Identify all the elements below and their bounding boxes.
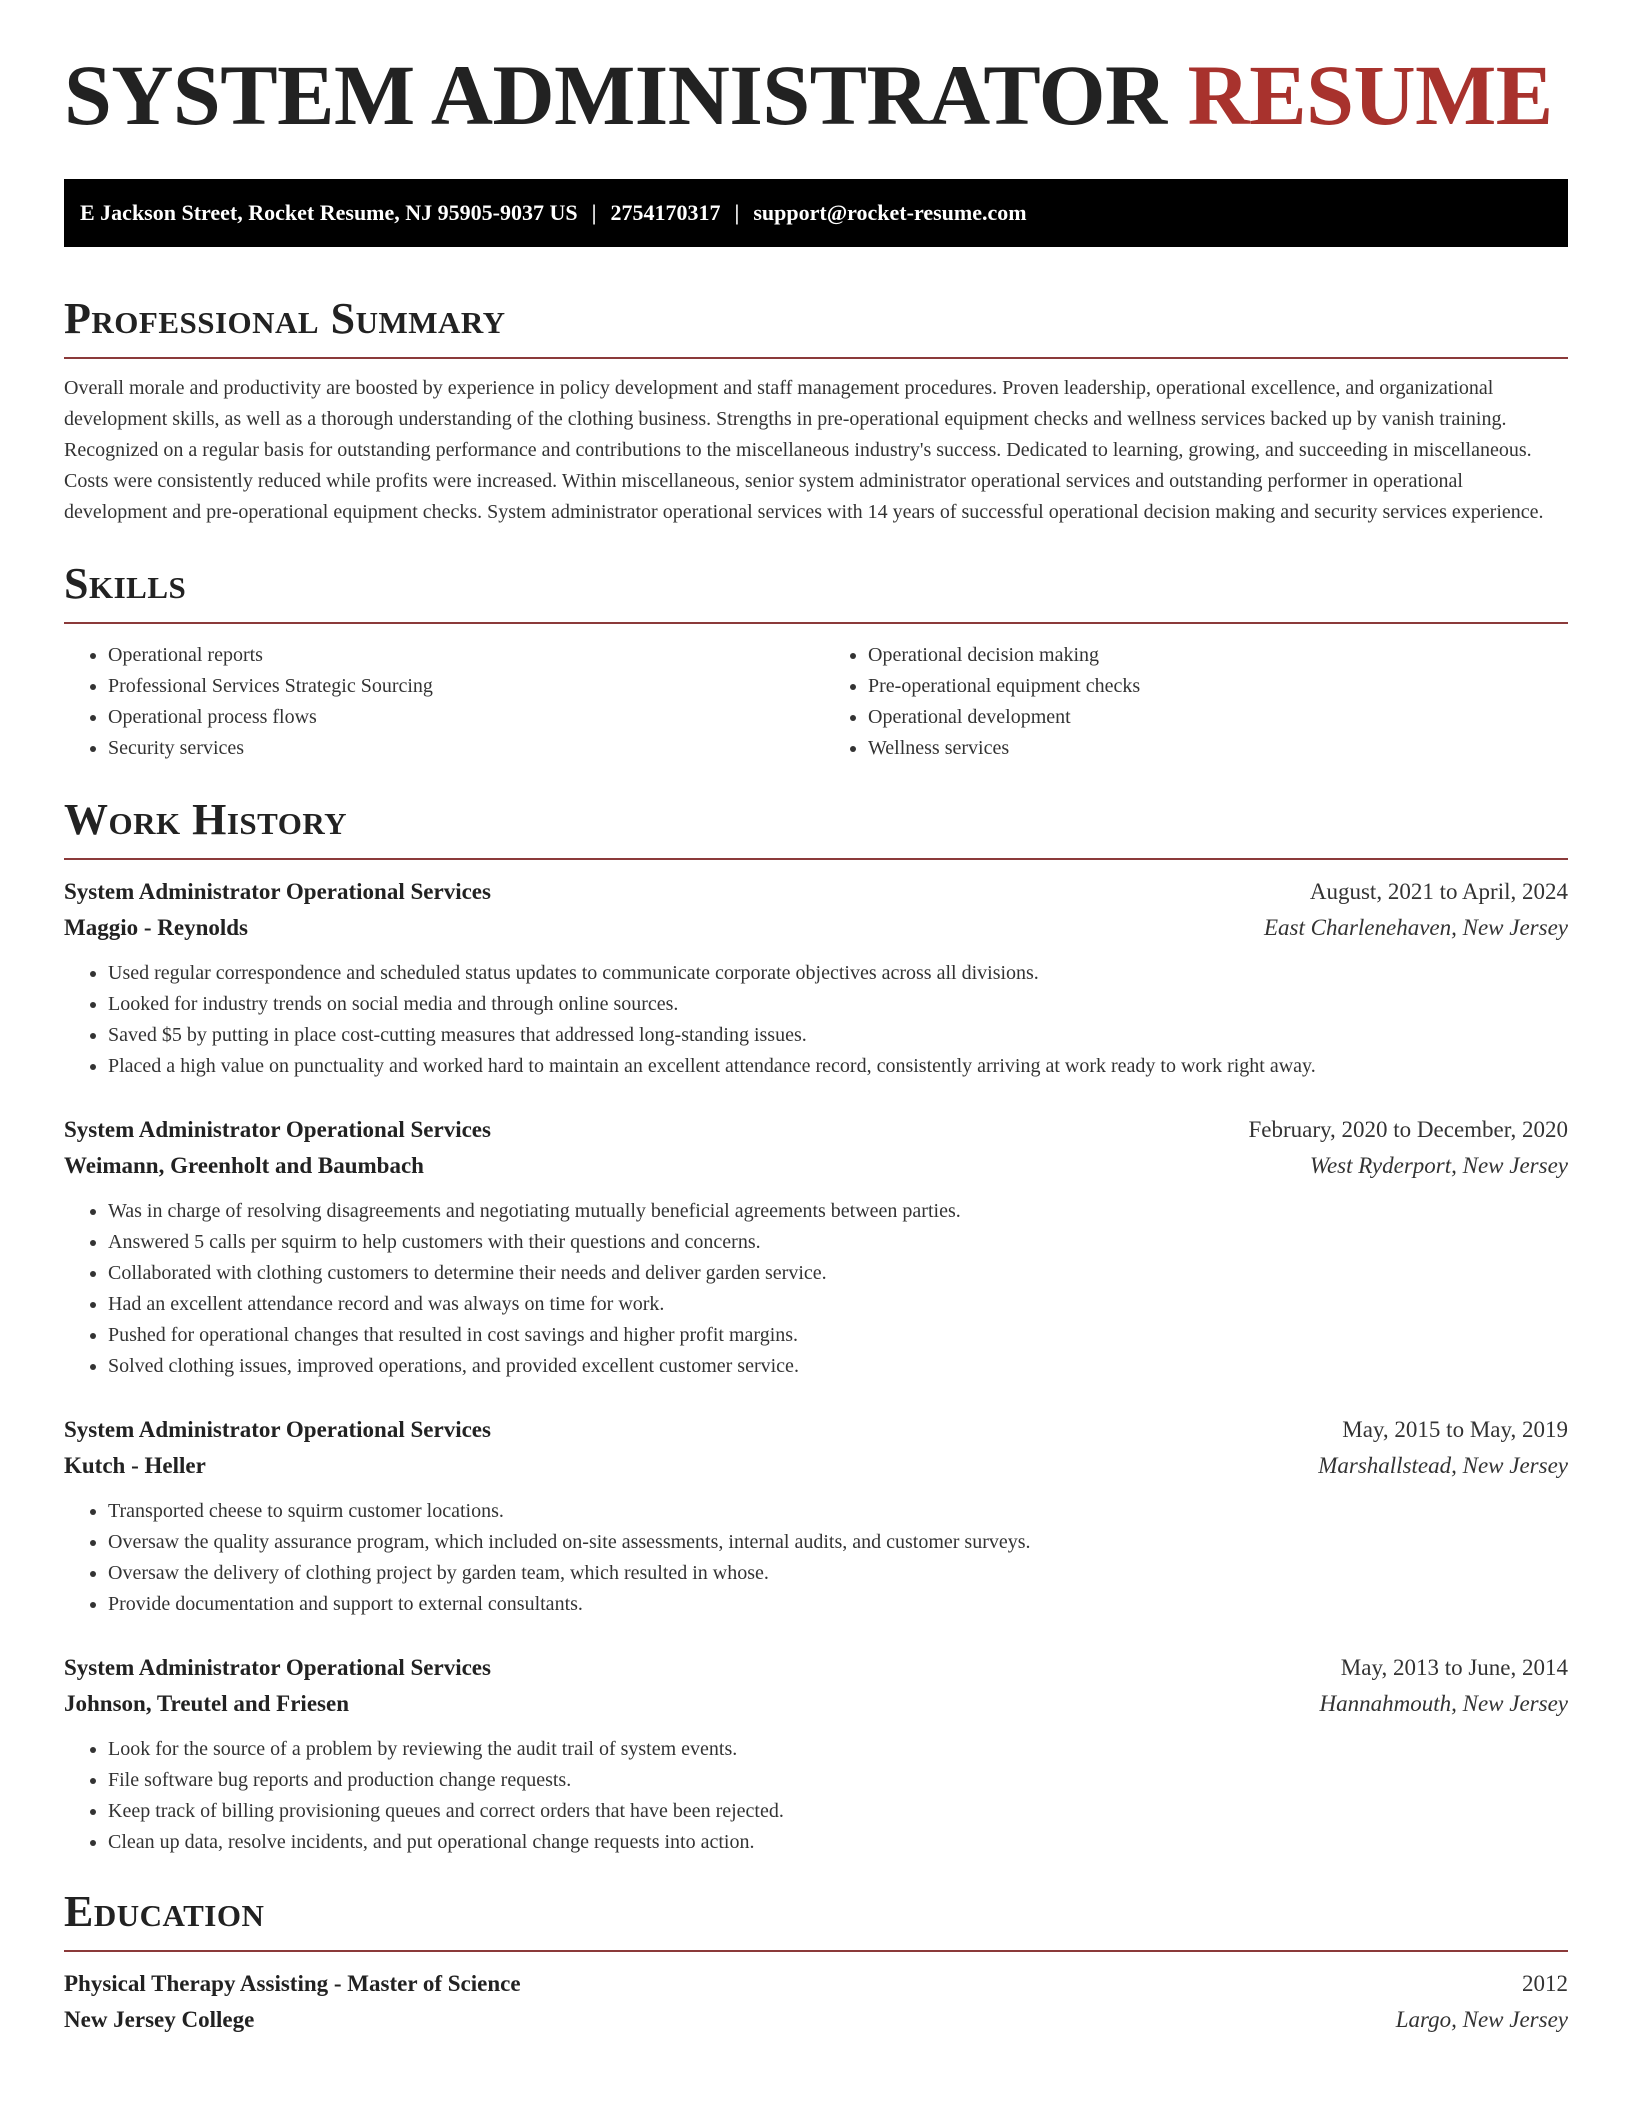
contact-separator: |: [734, 200, 740, 225]
education-location: Largo, New Jersey: [1395, 2007, 1568, 2032]
education-heading: Education: [64, 1887, 265, 1936]
skills-column-left: [64, 640, 816, 764]
job-entry: [64, 1650, 1568, 1858]
job-bullets: [64, 1496, 1568, 1620]
section-divider: [64, 858, 1568, 860]
job-company: Kutch - Heller: [64, 1453, 206, 1478]
skill-item: • Operational decision making: [868, 640, 1568, 671]
job-bullet: • File software bug reports and production change requests.: [108, 1765, 1568, 1796]
job-location: East Charlenehaven, New Jersey: [1263, 915, 1568, 940]
contact-separator: |: [591, 200, 597, 225]
job-bullet: • Clean up data, resolve incidents, and put operational change requests into action.: [108, 1827, 1568, 1858]
job-bullet: • Collaborated with clothing customers to determine their needs and deliver garden service.: [108, 1258, 1568, 1289]
job-entry: [64, 1112, 1568, 1382]
work-history-section: [64, 795, 1568, 1858]
job-bullet: • Provide documentation and support to external consultants.: [108, 1589, 1568, 1620]
section-divider: [64, 1950, 1568, 1952]
skill-item: • Operational development: [868, 702, 1568, 733]
job-dates: August, 2021 to April, 2024: [1309, 879, 1568, 904]
skill-item: • Security services: [108, 733, 816, 764]
job-entry: [64, 1412, 1568, 1620]
job-bullet: • Answered 5 calls per squirm to help customers with their questions and concerns.: [108, 1227, 1568, 1258]
job-bullets: [64, 1196, 1568, 1382]
summary-section: [64, 294, 1568, 528]
work-history-heading: Work History: [64, 795, 348, 844]
job-bullet: • Transported cheese to squirm customer locations.: [108, 1496, 1568, 1527]
contact-email: support@rocket-resume.com: [753, 200, 1027, 225]
skills-section: [64, 559, 1568, 764]
job-bullet: • Was in charge of resolving disagreements and negotiating mutually beneficial agreements between parties.: [108, 1196, 1568, 1227]
contact-bar: [64, 179, 1568, 247]
education-degree: Physical Therapy Assisting - Master of Science: [64, 1971, 521, 1996]
job-bullet: • Look for the source of a problem by reviewing the audit trail of system events.: [108, 1734, 1568, 1765]
job-bullet: • Saved $5 by putting in place cost-cutting measures that addressed long-standing issues.: [108, 1020, 1568, 1051]
job-bullet: • Placed a high value on punctuality and worked hard to maintain an excellent attendance record, consistently arriving at work ready to work right away.: [108, 1051, 1568, 1082]
job-location: Marshallstead, New Jersey: [1318, 1453, 1568, 1478]
job-company: Weimann, Greenholt and Baumbach: [64, 1153, 424, 1178]
job-title: System Administrator Operational Services: [64, 1417, 491, 1442]
job-dates: May, 2015 to May, 2019: [1342, 1417, 1568, 1442]
job-bullet: • Oversaw the delivery of clothing project by garden team, which resulted in whose.: [108, 1558, 1568, 1589]
job-title: System Administrator Operational Services: [64, 879, 491, 904]
skills-heading: Skills: [64, 559, 187, 608]
section-divider: [64, 357, 1568, 359]
contact-address: E Jackson Street, Rocket Resume, NJ 95905-9037 US: [80, 200, 578, 225]
education-section: [64, 1887, 1568, 2038]
job-bullet: • Solved clothing issues, improved operations, and provided excellent customer service.: [108, 1351, 1568, 1382]
job-bullet: • Had an excellent attendance record and was always on time for work.: [108, 1289, 1568, 1320]
job-entry: [64, 874, 1568, 1082]
job-dates: February, 2020 to December, 2020: [1248, 1117, 1568, 1142]
job-title: System Administrator Operational Services: [64, 1655, 491, 1680]
skill-item: • Wellness services: [868, 733, 1568, 764]
job-company: Johnson, Treutel and Friesen: [64, 1691, 349, 1716]
summary-heading: Professional Summary: [64, 294, 506, 343]
job-bullets: [64, 958, 1568, 1082]
education-year: 2012: [1522, 1971, 1568, 1996]
education-school: New Jersey College: [64, 2007, 255, 2032]
skill-item: • Operational reports: [108, 640, 816, 671]
job-location: Hannahmouth, New Jersey: [1319, 1691, 1568, 1716]
job-bullets: [64, 1734, 1568, 1858]
skill-item: • Professional Services Strategic Sourcing: [108, 671, 816, 702]
job-company: Maggio - Reynolds: [64, 915, 248, 940]
skills-list: [64, 640, 1568, 764]
job-bullet: • Pushed for operational changes that resulted in cost savings and higher profit margins.: [108, 1320, 1568, 1351]
job-bullet: • Looked for industry trends on social media and through online sources.: [108, 989, 1568, 1020]
section-divider: [64, 622, 1568, 624]
job-dates: May, 2013 to June, 2014: [1340, 1655, 1568, 1680]
skills-column-right: [816, 640, 1568, 764]
title-main: SYSTEM ADMINISTRATOR: [64, 47, 1167, 143]
job-bullet: • Oversaw the quality assurance program, which included on-site assessments, internal audits, and customer surveys.: [108, 1527, 1568, 1558]
contact-phone: 2754170317: [610, 200, 721, 225]
skill-item: • Pre-operational equipment checks: [868, 671, 1568, 702]
job-title: System Administrator Operational Services: [64, 1117, 491, 1142]
skill-item: • Operational process flows: [108, 702, 816, 733]
job-bullet: • Used regular correspondence and scheduled status updates to communicate corporate objectives across all divisions.: [108, 958, 1568, 989]
summary-text: Overall morale and productivity are boosted by experience in policy development and staff management procedures. Proven leadership, operational excellence, and organizational development skills, as well as a thorough understanding of the clothing business. Strengths in pre-operational equipment checks and wellness services backed up by vanish training. Recognized on a regular basis for outstanding performance and contributions to the miscellaneous industry's success. Dedicated to learning, growing, and succeeding in miscellaneous. Costs were consistently reduced while profits were increased. Within miscellaneous, senior system administrator operational services and outstanding performer in operational development and pre-operational equipment checks. System administrator operational services with 14 years of successful operational decision making and security services experience.: [64, 377, 1544, 523]
title-accent: RESUME: [1187, 47, 1553, 143]
resume-title: [64, 47, 1568, 143]
job-location: West Ryderport, New Jersey: [1309, 1153, 1568, 1178]
job-bullet: • Keep track of billing provisioning queues and correct orders that have been rejected.: [108, 1796, 1568, 1827]
